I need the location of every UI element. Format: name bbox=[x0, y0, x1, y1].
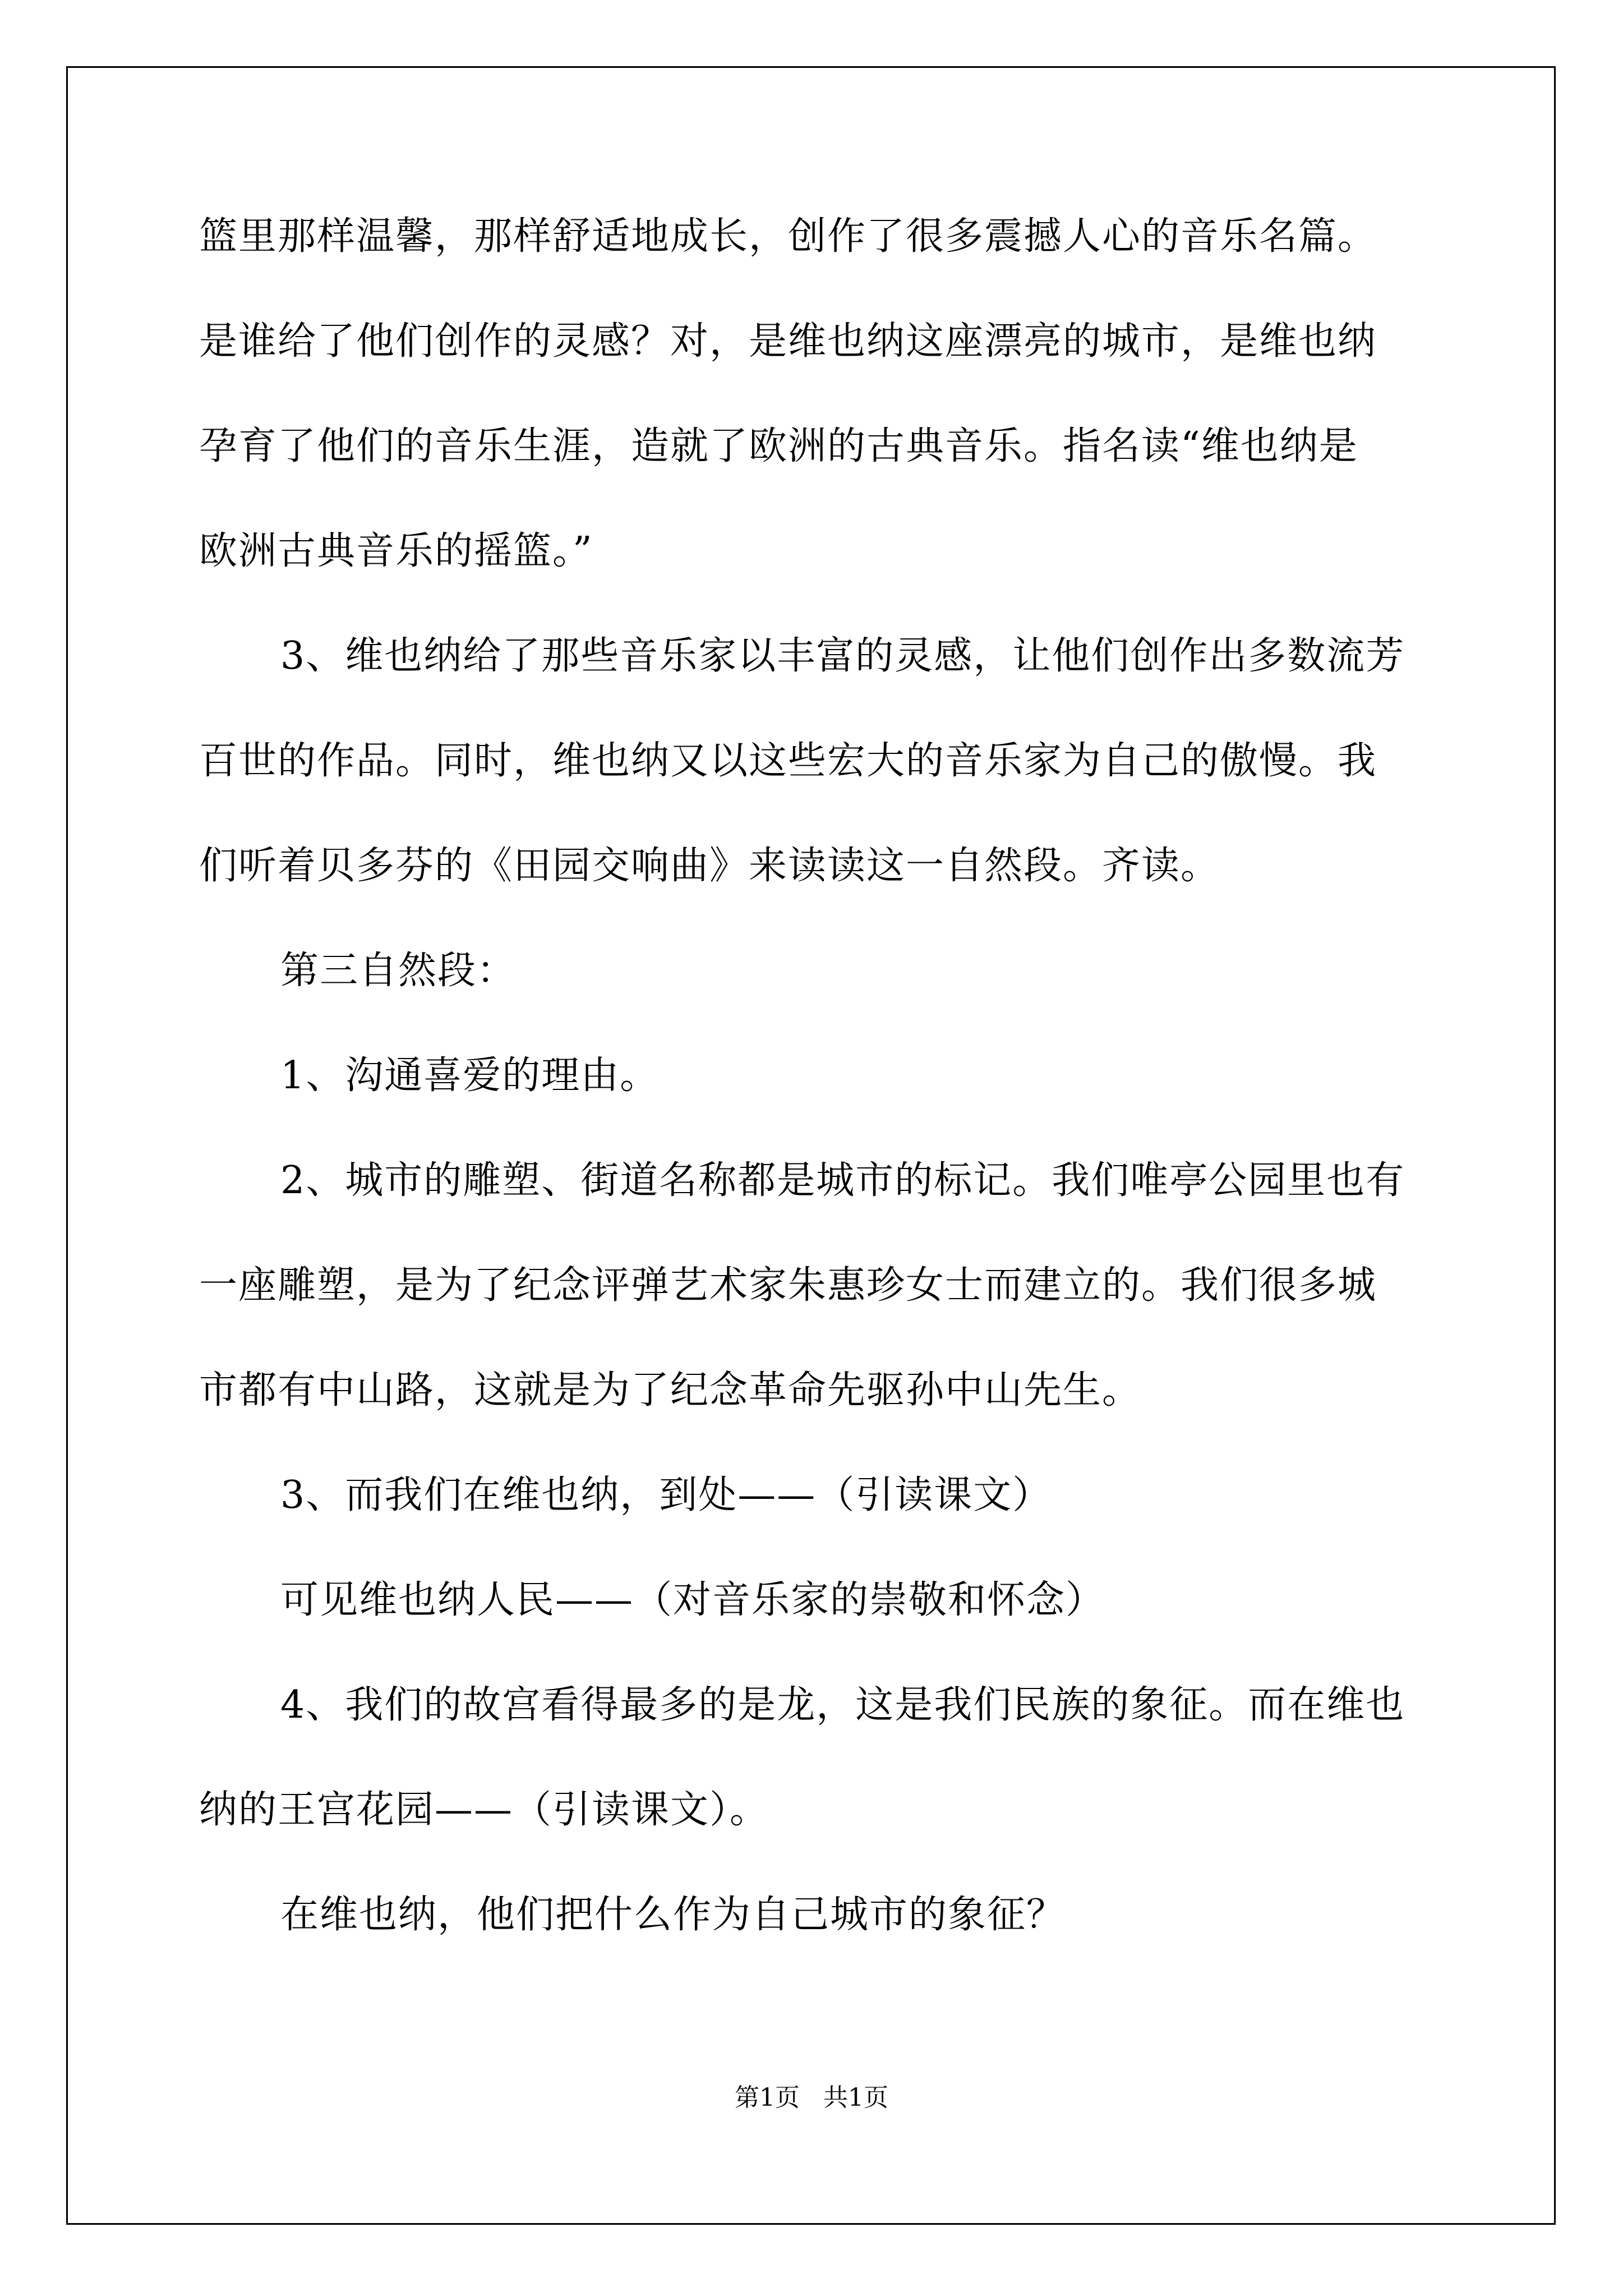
paragraph-first-line: 4、我们的故宫看得最多的是龙，这是我们民族的象征。而在维也 bbox=[280, 1683, 1405, 1727]
page-footer: 第1页 共1页 bbox=[735, 2083, 888, 2112]
paragraph-first-line: 可见维也纳人民——（对音乐家的崇敬和怀念） bbox=[280, 1578, 1105, 1622]
text-line: 一座雕塑，是为了纪念评弹艺术家朱惠珍女士而建立的。我们很多城 bbox=[199, 1263, 1377, 1308]
section-heading: 第三自然段： bbox=[280, 949, 517, 993]
text-line: 们听着贝多芬的《田园交响曲》来读读这一自然段。齐读。 bbox=[199, 844, 1220, 888]
document-body bbox=[199, 213, 1433, 1996]
text-line: 是谁给了他们创作的灵感？对，是维也纳这座漂亮的城市，是维也纳 bbox=[199, 319, 1377, 364]
text-line: 市都有中山路，这就是为了纪念革命先驱孙中山先生。 bbox=[199, 1368, 1142, 1412]
paragraph-first-line: 3、而我们在维也纳，到处——（引读课文） bbox=[280, 1473, 1052, 1517]
text-line: 篮里那样温馨，那样舒适地成长，创作了很多震撼人心的音乐名篇。 bbox=[199, 214, 1377, 259]
paragraph-first-line: 2、城市的雕塑、街道名称都是城市的标记。我们唯亭公园里也有 bbox=[280, 1158, 1405, 1203]
text-line: 百世的作品。同时，维也纳又以这些宏大的音乐家为自己的傲慢。我 bbox=[199, 739, 1377, 783]
paragraph-first-line: 在维也纳，他们把什么作为自己城市的象征？ bbox=[280, 1893, 1066, 1937]
text-line: 纳的王宫花园——（引读课文）。 bbox=[199, 1788, 769, 1832]
paragraph-first-line: 1、沟通喜爱的理由。 bbox=[280, 1053, 660, 1098]
text-line: 欧洲古典音乐的摇篮。” bbox=[199, 529, 593, 573]
paragraph-first-line: 3、维也纳给了那些音乐家以丰富的灵感，让他们创作出多数流芳 bbox=[280, 634, 1405, 678]
text-line: 孕育了他们的音乐生涯，造就了欧洲的古典音乐。指名读“维也纳是 bbox=[199, 424, 1358, 468]
